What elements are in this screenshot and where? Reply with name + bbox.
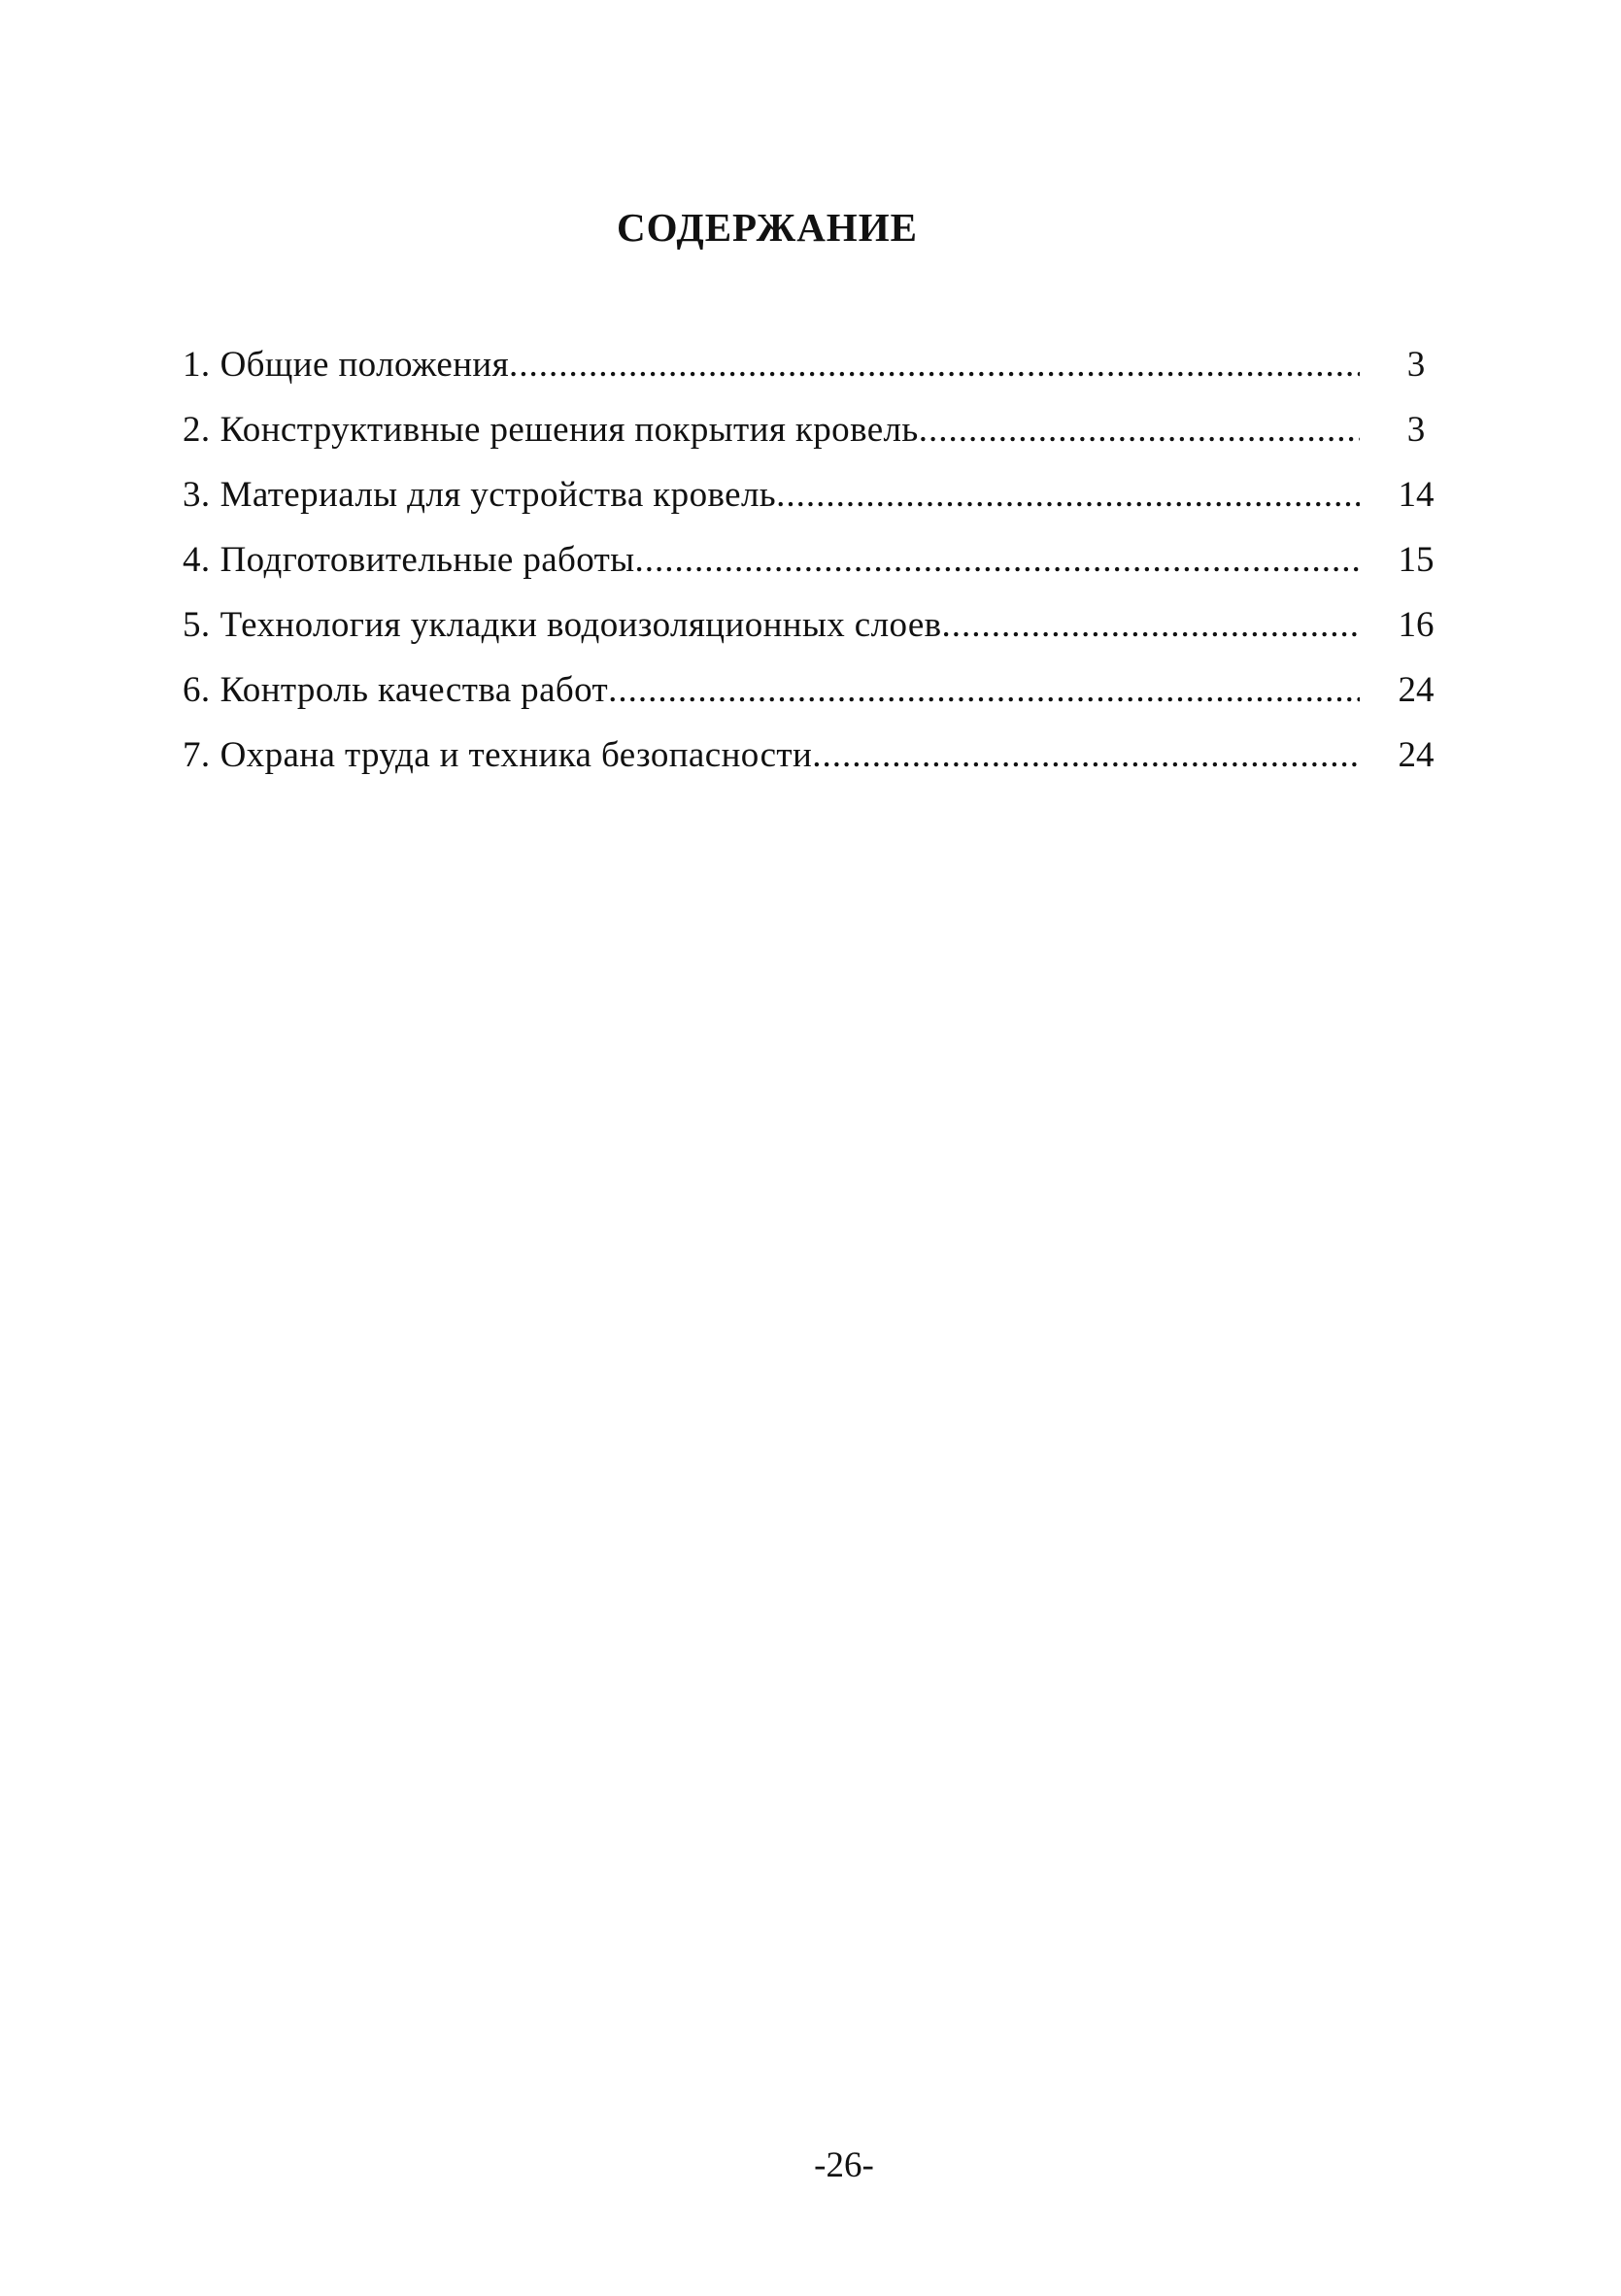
toc-entry-number: 3. <box>183 475 211 515</box>
toc-entry-title: Контроль качества работ <box>220 670 609 710</box>
toc-entry-page: 24 <box>1398 735 1435 775</box>
dot-leader <box>942 592 1360 658</box>
toc-entry-label <box>183 658 608 723</box>
toc-entry <box>183 332 1445 397</box>
dot-leader <box>608 658 1360 723</box>
toc-entry-title: Технология укладки водоизоляционных слоев <box>220 605 942 645</box>
toc-entry-page: 24 <box>1398 670 1435 710</box>
toc-entry-number: 1. <box>183 345 211 385</box>
toc-entry-title: Конструктивные решения покрытия кровель <box>220 410 919 450</box>
toc-entry-number: 7. <box>183 735 211 775</box>
toc-entry-page: 15 <box>1398 540 1435 580</box>
dot-leader <box>776 462 1360 527</box>
toc-entry-label <box>183 397 919 462</box>
toc-entry-page: 14 <box>1398 475 1435 515</box>
toc-entry-label <box>183 592 942 658</box>
page-number: -26- <box>814 2145 874 2185</box>
page-title: СОДЕРЖАНИЕ <box>617 205 918 250</box>
toc-entry-number: 5. <box>183 605 211 645</box>
toc-entry-number: 6. <box>183 670 211 710</box>
toc-entry-label <box>183 332 509 397</box>
toc-entry <box>183 592 1445 658</box>
toc-entry <box>183 658 1445 723</box>
dot-leader <box>635 527 1360 592</box>
dot-leader <box>509 332 1360 397</box>
table-of-contents <box>183 332 1445 788</box>
toc-entry <box>183 462 1445 527</box>
toc-entry-title: Общие положения <box>220 345 510 385</box>
toc-entry-number: 2. <box>183 410 211 450</box>
toc-entry <box>183 723 1445 788</box>
toc-entry <box>183 527 1445 592</box>
toc-entry-number: 4. <box>183 540 211 580</box>
toc-entry-label <box>183 527 635 592</box>
toc-entry-page: 3 <box>1406 345 1426 385</box>
toc-entry-label <box>183 462 776 527</box>
toc-entry-title: Материалы для устройства кровель <box>220 475 777 515</box>
toc-entry-label <box>183 723 812 788</box>
toc-entry-title: Подготовительные работы <box>220 540 635 580</box>
dot-leader <box>919 397 1360 462</box>
toc-entry <box>183 397 1445 462</box>
dot-leader <box>812 723 1360 788</box>
toc-entry-title: Охрана труда и техника безопасности <box>220 735 813 775</box>
toc-entry-page: 3 <box>1406 410 1426 450</box>
toc-entry-page: 16 <box>1398 605 1435 645</box>
